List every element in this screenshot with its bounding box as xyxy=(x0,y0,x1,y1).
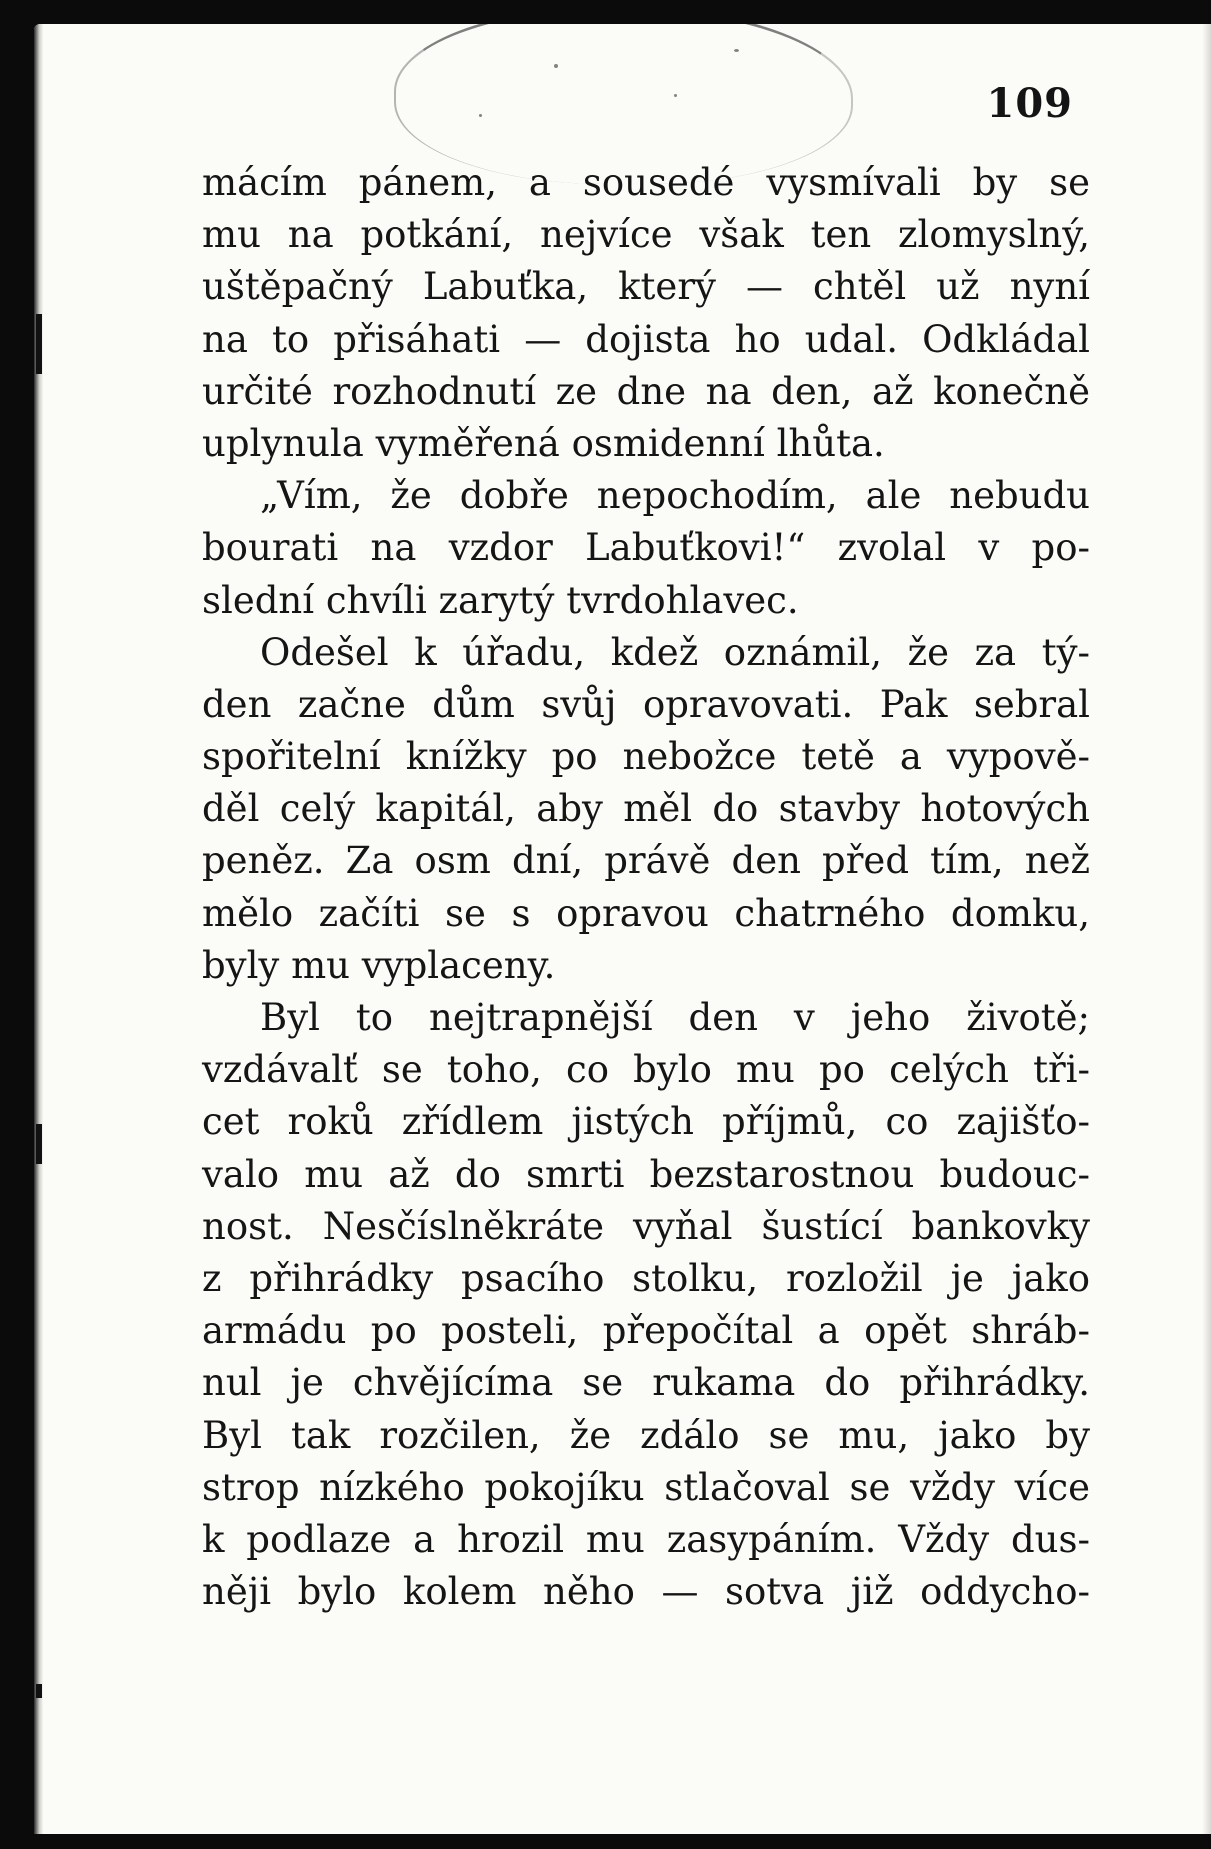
text-line: děl celý kapitál, aby měl do stavby hotových xyxy=(202,787,1090,831)
text-line: strop nízkého pokojíku stlačoval se vždy více xyxy=(202,1465,1090,1509)
scan-speck xyxy=(674,94,677,97)
page-right-edge xyxy=(1203,24,1211,1834)
text-line: Byl tak rozčilen, že zdálo se mu, jako by xyxy=(202,1413,1090,1457)
text-line: nost. Nesčíslněkráte vyňal šustící bankovky xyxy=(202,1204,1090,1248)
text-line: den začne dům svůj opravovati. Pak sebral xyxy=(202,682,1090,726)
text-line: valo mu až do smrti bezstarostnou budouc- xyxy=(202,1152,1090,1196)
text-line: spořitelní knížky po nebožce tetě a vypově- xyxy=(202,735,1090,779)
text-line: mácím pánem, a sousedé vysmívali by se xyxy=(202,161,1090,204)
text-line: k podlaze a hrozil mu zasypáním. Vždy dus- xyxy=(202,1517,1090,1561)
text-line: slední chvíli zarytý tvrdohlavec. xyxy=(202,578,799,622)
text-line: bourati na vzdor Labuťkovi!“ zvolal v po- xyxy=(202,526,1090,570)
text-line: mělo začíti se s opravou chatrného domku, xyxy=(202,891,1090,935)
binding-mark xyxy=(36,314,42,374)
page-number: 109 xyxy=(986,80,1073,127)
text-line: „Vím, že dobře nepochodím, ale nebudu xyxy=(260,474,1090,518)
scan-speck xyxy=(734,49,739,52)
text-line: armádu po posteli, přepočítal a opět shráb- xyxy=(202,1309,1090,1353)
text-line: nul je chvějícíma se rukama do přihrádky. xyxy=(202,1361,1090,1405)
scan-speck xyxy=(479,114,482,117)
text-line: Byl to nejtrapnější den v jeho životě; xyxy=(260,996,1090,1039)
text-line: vzdávalť se toho, co bylo mu po celých tři- xyxy=(202,1048,1090,1092)
binding-mark xyxy=(36,1124,42,1164)
body-text xyxy=(202,157,1090,1618)
text-line: peněz. Za osm dní, právě den před tím, než xyxy=(202,839,1090,883)
text-line: na to přisáhati — dojista ho udal. Odkládal xyxy=(202,317,1090,361)
text-line: byly mu vyplaceny. xyxy=(202,943,556,987)
text-line: mu na potkání, nejvíce však ten zlomyslný, xyxy=(202,213,1090,257)
book-page xyxy=(34,24,1211,1834)
page-left-edge xyxy=(34,24,43,1834)
text-line: uštěpačný Labuťka, který — chtěl už nyní xyxy=(202,265,1090,309)
text-line: Odešel k úřadu, kdež oznámil, že za tý- xyxy=(260,630,1090,674)
text-line: něji bylo kolem něho — sotva již oddycho- xyxy=(202,1570,1090,1614)
binding-mark xyxy=(36,1684,42,1698)
text-line: určité rozhodnutí ze dne na den, až konečně xyxy=(202,369,1090,413)
text-line: z přihrádky psacího stolku, rozložil je jako xyxy=(202,1256,1090,1300)
text-line: uplynula vyměřená osmidenní lhůta. xyxy=(202,421,885,465)
text-line: cet roků zřídlem jistých příjmů, co zajišťo- xyxy=(202,1100,1090,1144)
scan-speck xyxy=(554,64,558,68)
